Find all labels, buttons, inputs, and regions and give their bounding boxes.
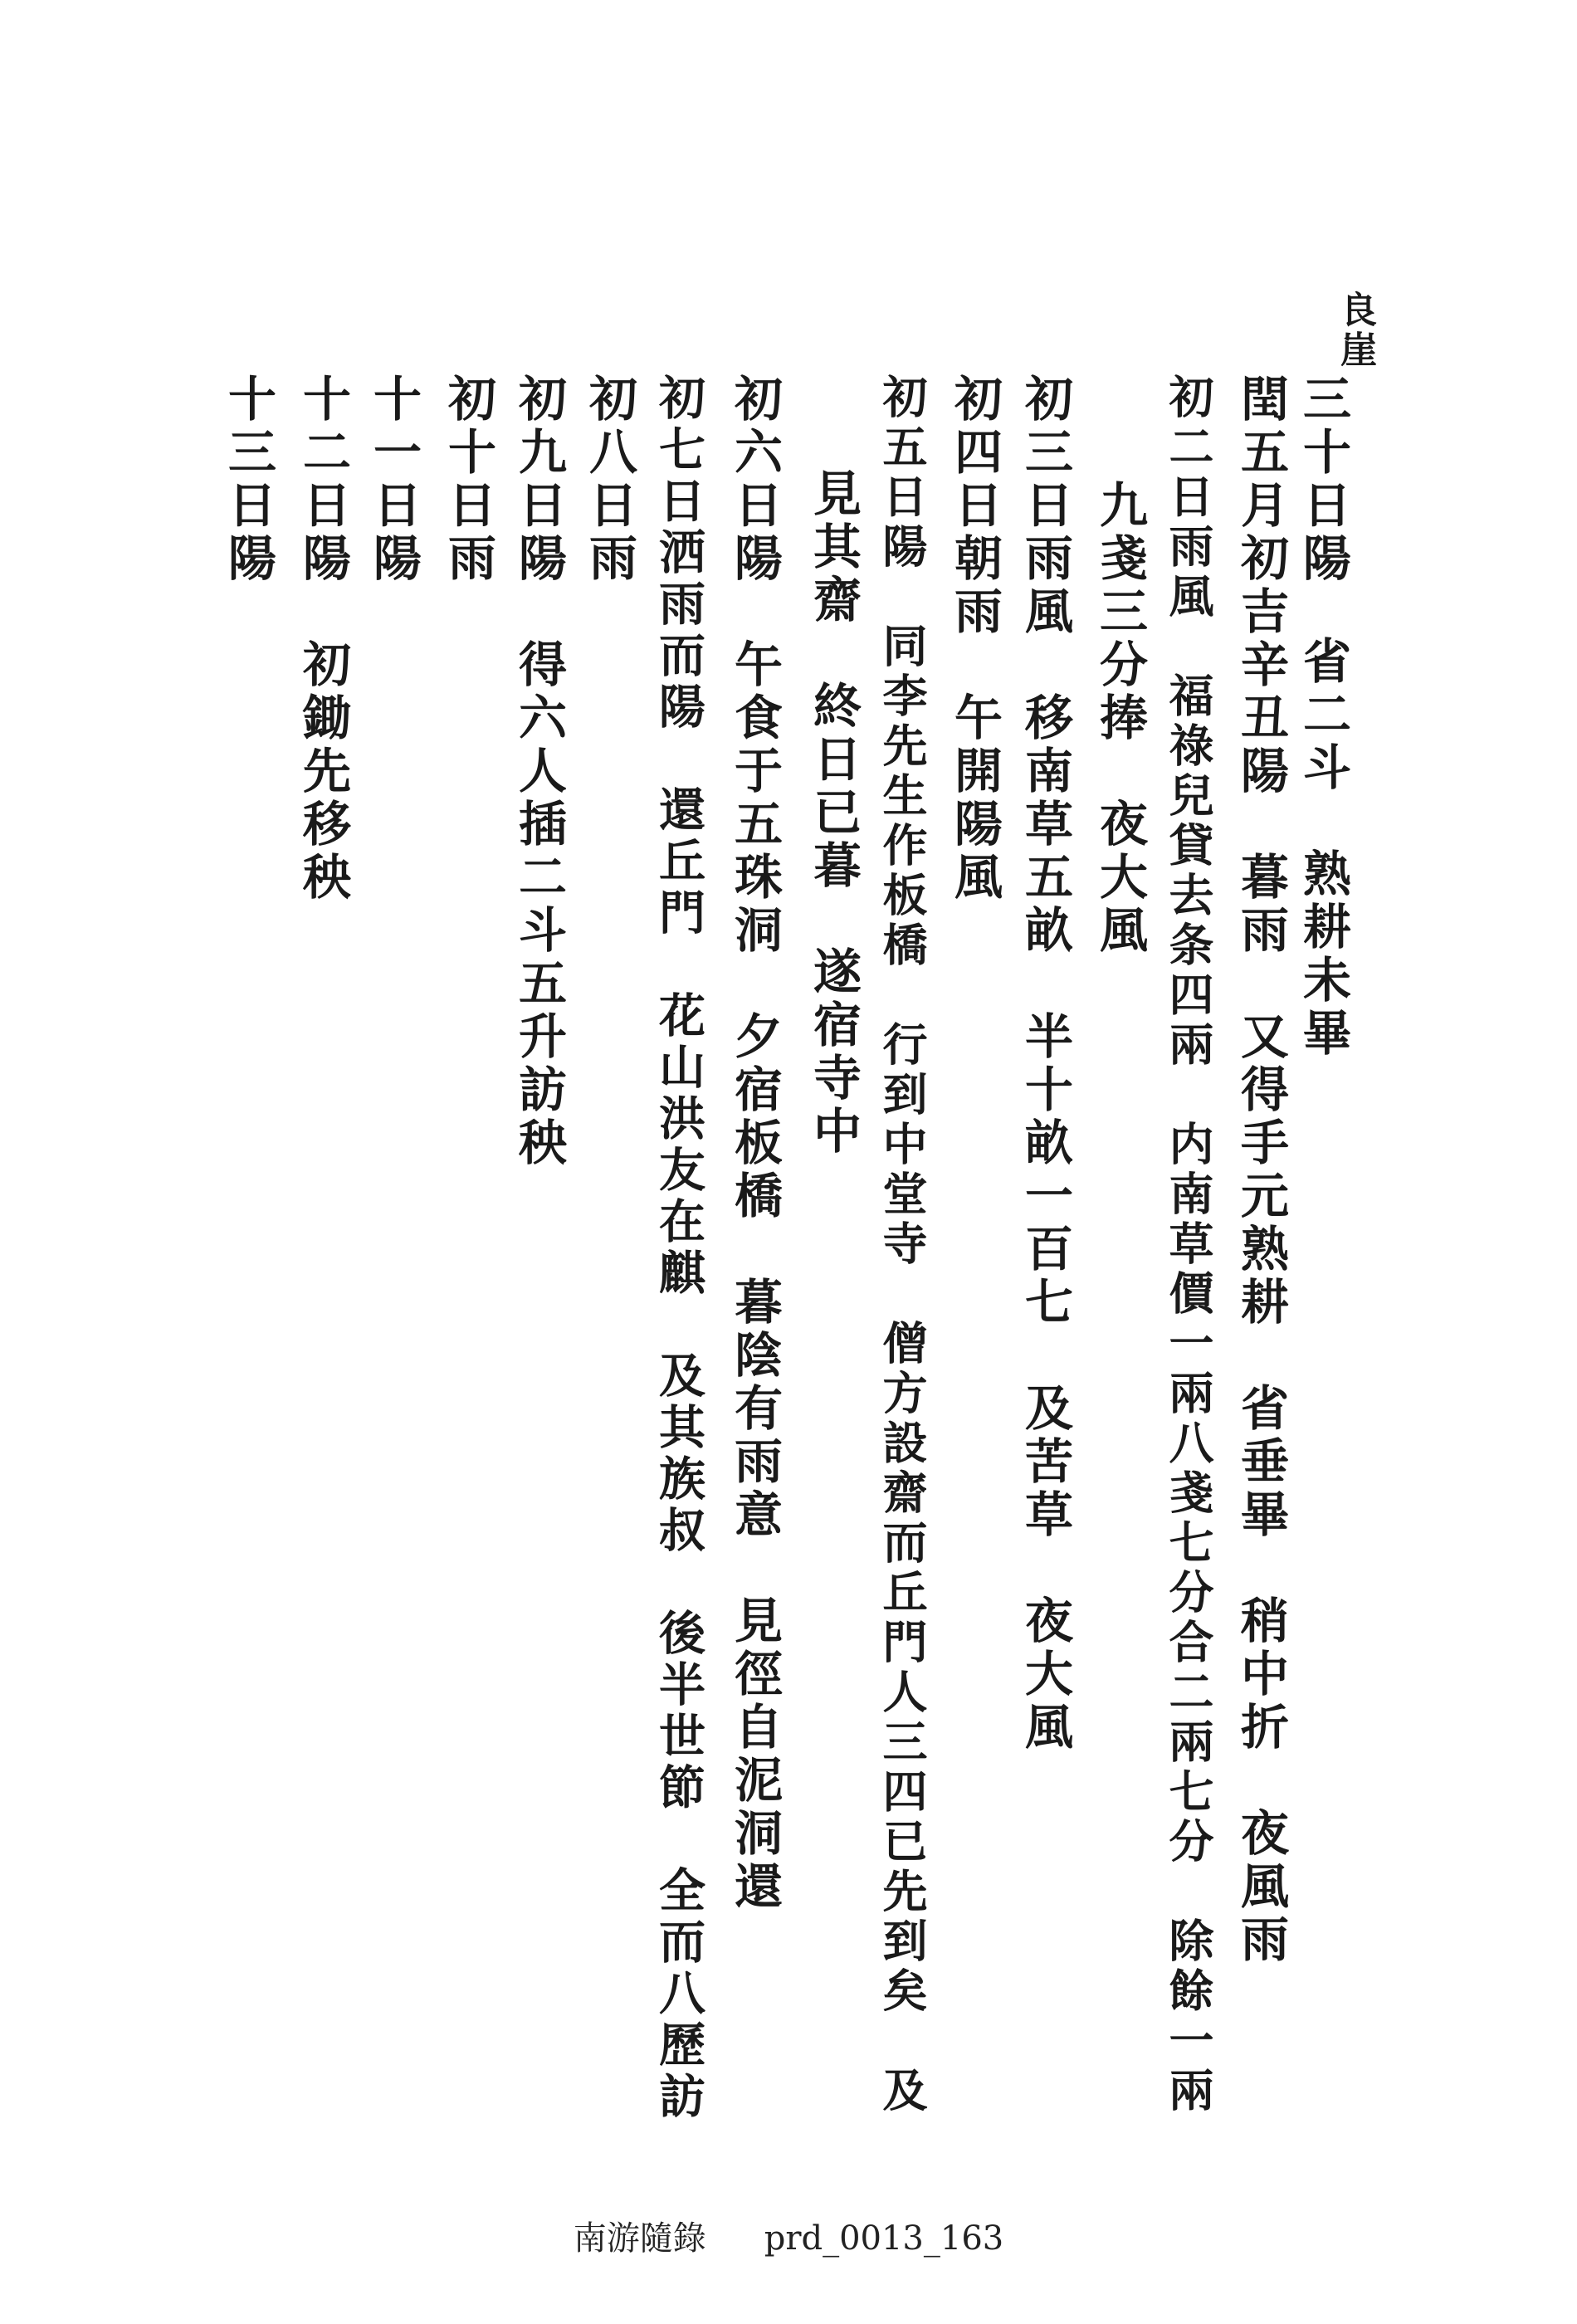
text-column-16 [220, 374, 276, 586]
book-title: 南游隨錄 [573, 2219, 706, 2258]
column-3-text: 初二日雨風 福祿兒貸去条四兩 内南草價一兩八戔七分合二兩七分 除餘一兩 [1162, 374, 1215, 2116]
text-column-10 [652, 374, 706, 2123]
column-2-text: 閏五月初吉辛丑陽 暮雨 又得手元熟耕 省垂畢 稍中折 夜風雨 [1233, 374, 1289, 1967]
column-11-text: 初八日雨 [581, 374, 637, 586]
text-column-7 [876, 374, 929, 2116]
column-6-text: 初四日朝雨 午開陽風 [946, 374, 1003, 905]
column-7-text: 初五日陽 同李先生作板橋 行到中堂寺 僧方設齋而丘門人三四已先到矣 及 [876, 374, 929, 2116]
text-column-2 [1233, 374, 1289, 1967]
column-15-text: 十二日陽 初鋤先移秧 [295, 374, 351, 905]
column-12-text: 初九日陽 得六人插二斗五升訪秧 [510, 374, 567, 1170]
column-1-text: 三十日陽 [1295, 374, 1351, 586]
margin-note: 良崖 [1334, 290, 1376, 370]
text-column-8 [805, 415, 862, 1159]
column-9-text: 初六日陽 午食于五珠洞 夕宿板橋 暮陰有雨意 見徑自泥洞還 [726, 374, 783, 1914]
text-column-15 [295, 374, 351, 905]
column-5-text: 初三日雨風 移南草五畝 半十畝一百七 及苦草 夜大風 [1017, 374, 1073, 1755]
text-column-11 [581, 374, 637, 586]
text-column-4 [1091, 374, 1148, 958]
column-8-text: 見其齋 終日已暮 遂宿寺中 [805, 415, 862, 1159]
column-14-text: 十一日陽 [365, 374, 422, 586]
column-16-text: 十三日陽 [220, 374, 276, 586]
page-footer [0, 2212, 1577, 2259]
column-4-text: 九戔三分捧 夜大風 [1091, 374, 1148, 958]
text-column-9 [726, 374, 783, 1914]
text-column-3 [1162, 374, 1215, 2116]
text-column-14 [365, 374, 422, 586]
page-id: prd_0013_163 [764, 2219, 1004, 2258]
text-column-5 [1017, 374, 1073, 1755]
column-10-text: 初七日洒雨而陽 還丘門 花山洪友在麒 及其族叔 後半世節 全而八歷訪 [652, 374, 706, 2123]
margin-note-col [1334, 290, 1376, 370]
column-1-note: 省二斗 熟耕未畢 [1295, 636, 1351, 1061]
text-column-1 [1295, 374, 1351, 1061]
text-column-6 [946, 374, 1003, 905]
text-column-13 [440, 374, 496, 586]
column-13-text: 初十日雨 [440, 374, 496, 586]
text-column-12 [510, 374, 567, 1170]
